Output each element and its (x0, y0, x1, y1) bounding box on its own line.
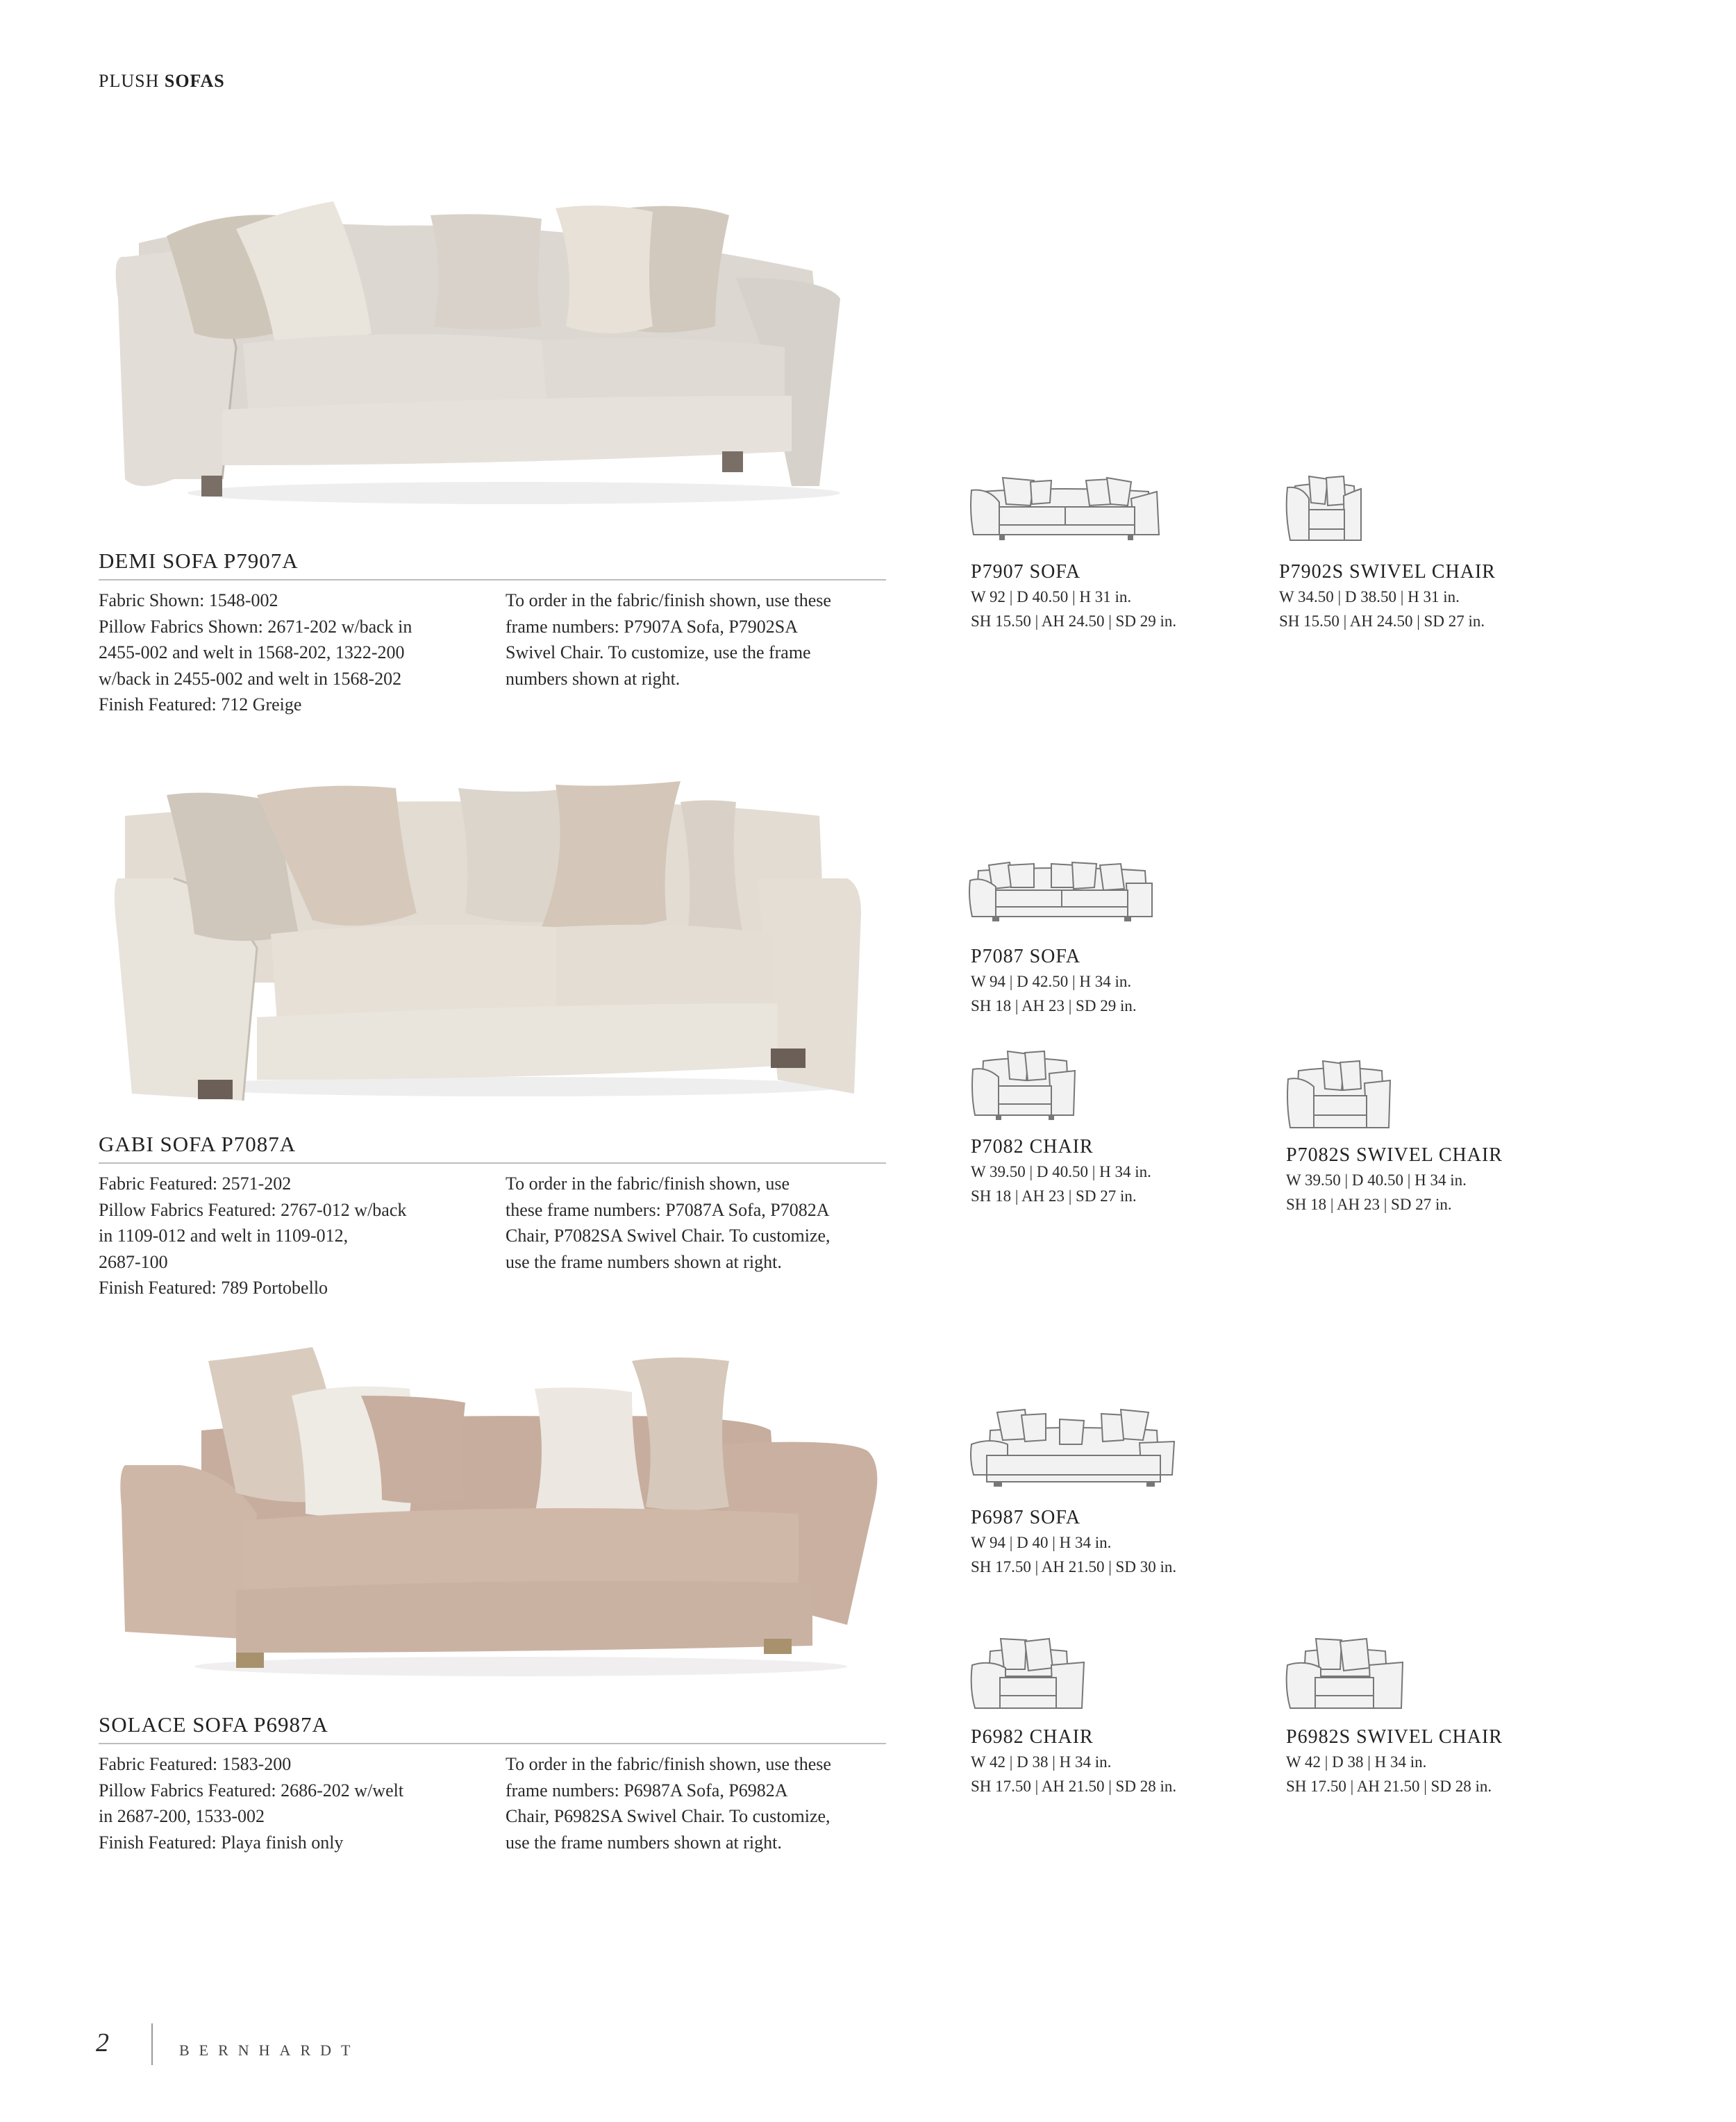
detail-line: Fabric Shown: 1548-002 (99, 590, 278, 610)
line-item-seat-dims: SH 18 | AH 23 | SD 27 in. (971, 1187, 1137, 1205)
p7082s-swivel-chair-drawing (1285, 1055, 1396, 1137)
line-item (971, 1507, 1176, 1579)
p6982s-swivel-chair-drawing (1285, 1633, 1406, 1716)
detail-line: Finish Featured: 712 Greige (99, 694, 302, 715)
line-item (971, 1136, 1151, 1208)
p7082-chair-drawing (969, 1046, 1080, 1128)
order-info (506, 587, 831, 692)
product-title: SOLACE SOFA P6987A (99, 1712, 328, 1737)
solace-sofa-photo (118, 1333, 889, 1680)
order-info (506, 1171, 831, 1275)
detail-line: 2687-100 (99, 1251, 168, 1272)
product-details (99, 1171, 406, 1301)
leg (771, 1049, 806, 1068)
order-line: these frame numbers: P7087A Sofa, P7082A (506, 1199, 830, 1220)
detail-line: in 1109-012 and welt in 1109-012, (99, 1226, 349, 1246)
line-item-seat-dims: SH 15.50 | AH 24.50 | SD 27 in. (1279, 612, 1485, 630)
line-item-seat-dims: SH 17.50 | AH 21.50 | SD 30 in. (971, 1558, 1177, 1576)
p7902s-swivel-chair-drawing (1285, 471, 1364, 551)
leg (722, 451, 743, 472)
order-line: numbers shown at right. (506, 668, 681, 689)
gabi-sofa-photo (111, 774, 868, 1101)
order-line: frame numbers: P7907A Sofa, P7902SA (506, 616, 799, 637)
product-title: GABI SOFA P7087A (99, 1132, 297, 1156)
product-details (99, 1751, 403, 1855)
detail-line: in 2687-200, 1533-002 (99, 1806, 265, 1826)
leg (236, 1653, 264, 1668)
line-item-name: P7082 CHAIR (971, 1136, 1094, 1158)
line-item-seat-dims: SH 17.50 | AH 21.50 | SD 28 in. (971, 1778, 1177, 1795)
line-item (971, 946, 1137, 1018)
order-line: Swivel Chair. To customize, use the frame (506, 642, 811, 662)
line-item-name: P7907 SOFA (971, 561, 1081, 583)
line-item-dims: W 39.50 | D 40.50 | H 34 in. (1286, 1171, 1467, 1189)
leg (201, 476, 222, 496)
line-item-dims: W 34.50 | D 38.50 | H 31 in. (1279, 588, 1460, 605)
line-item-seat-dims: SH 18 | AH 23 | SD 29 in. (971, 997, 1137, 1014)
order-line: use the frame numbers shown at right. (506, 1832, 782, 1853)
section-header (99, 71, 225, 92)
demi-sofa-photo (97, 187, 854, 514)
divider (99, 1162, 886, 1164)
p6987-sofa-drawing (969, 1404, 1178, 1491)
line-item-name: P6987 SOFA (971, 1507, 1081, 1528)
p7087-sofa-drawing (968, 855, 1155, 925)
p6982-chair-drawing (969, 1633, 1087, 1716)
order-line: To order in the fabric/finish shown, use (506, 1173, 790, 1194)
line-item (1286, 1144, 1503, 1217)
detail-line: Pillow Fabrics Featured: 2767-012 w/back (99, 1199, 407, 1220)
line-item-seat-dims: SH 18 | AH 23 | SD 27 in. (1286, 1196, 1452, 1213)
detail-line: Pillow Fabrics Shown: 2671-202 w/back in (99, 616, 412, 637)
product-details (99, 587, 412, 718)
order-line: frame numbers: P6987A Sofa, P6982A (506, 1780, 788, 1801)
line-item-dims: W 92 | D 40.50 | H 31 in. (971, 588, 1132, 605)
line-item-name: P7082S SWIVEL CHAIR (1286, 1144, 1503, 1166)
header-bold: SOFAS (164, 71, 225, 91)
page-number: 2 (96, 2028, 109, 2057)
order-line: To order in the fabric/finish shown, use these (506, 1754, 831, 1774)
divider (99, 579, 886, 580)
order-line: To order in the fabric/finish shown, use these (506, 590, 831, 610)
line-item-name: P6982 CHAIR (971, 1726, 1094, 1748)
line-item (971, 1726, 1176, 1798)
line-item-dims: W 42 | D 38 | H 34 in. (1286, 1753, 1427, 1771)
brand-wordmark: BERNHARDT (179, 2041, 360, 2059)
line-item (1286, 1726, 1503, 1798)
line-item-seat-dims: SH 17.50 | AH 21.50 | SD 28 in. (1286, 1778, 1492, 1795)
line-item (1279, 561, 1496, 633)
leg (198, 1080, 233, 1099)
order-line: use the frame numbers shown at right. (506, 1251, 782, 1272)
order-line: Chair, P6982SA Swivel Chair. To customize, (506, 1806, 831, 1826)
detail-line: Finish Featured: Playa finish only (99, 1832, 344, 1853)
order-info (506, 1751, 831, 1855)
detail-line: Fabric Featured: 1583-200 (99, 1754, 292, 1774)
p7907-sofa-drawing (968, 471, 1162, 544)
detail-line: Finish Featured: 789 Portobello (99, 1278, 328, 1298)
header-prefix: PLUSH (99, 71, 160, 91)
footer-divider (151, 2023, 153, 2065)
line-item-name: P7087 SOFA (971, 946, 1081, 967)
line-item-dims: W 42 | D 38 | H 34 in. (971, 1753, 1112, 1771)
detail-line: Pillow Fabrics Featured: 2686-202 w/welt (99, 1780, 404, 1801)
product-title: DEMI SOFA P7907A (99, 549, 299, 573)
leg (764, 1639, 792, 1654)
detail-line: Fabric Featured: 2571-202 (99, 1173, 292, 1194)
detail-line: w/back in 2455-002 and welt in 1568-202 (99, 668, 402, 689)
detail-line: 2455-002 and welt in 1568-202, 1322-200 (99, 642, 405, 662)
order-line: Chair, P7082SA Swivel Chair. To customize, (506, 1226, 831, 1246)
line-item-seat-dims: SH 15.50 | AH 24.50 | SD 29 in. (971, 612, 1177, 630)
line-item-name: P7902S SWIVEL CHAIR (1279, 561, 1496, 583)
divider (99, 1743, 886, 1744)
line-item-dims: W 39.50 | D 40.50 | H 34 in. (971, 1163, 1151, 1180)
line-item-name: P6982S SWIVEL CHAIR (1286, 1726, 1503, 1748)
line-item (971, 561, 1176, 633)
line-item-dims: W 94 | D 42.50 | H 34 in. (971, 973, 1132, 990)
line-item-dims: W 94 | D 40 | H 34 in. (971, 1534, 1112, 1551)
